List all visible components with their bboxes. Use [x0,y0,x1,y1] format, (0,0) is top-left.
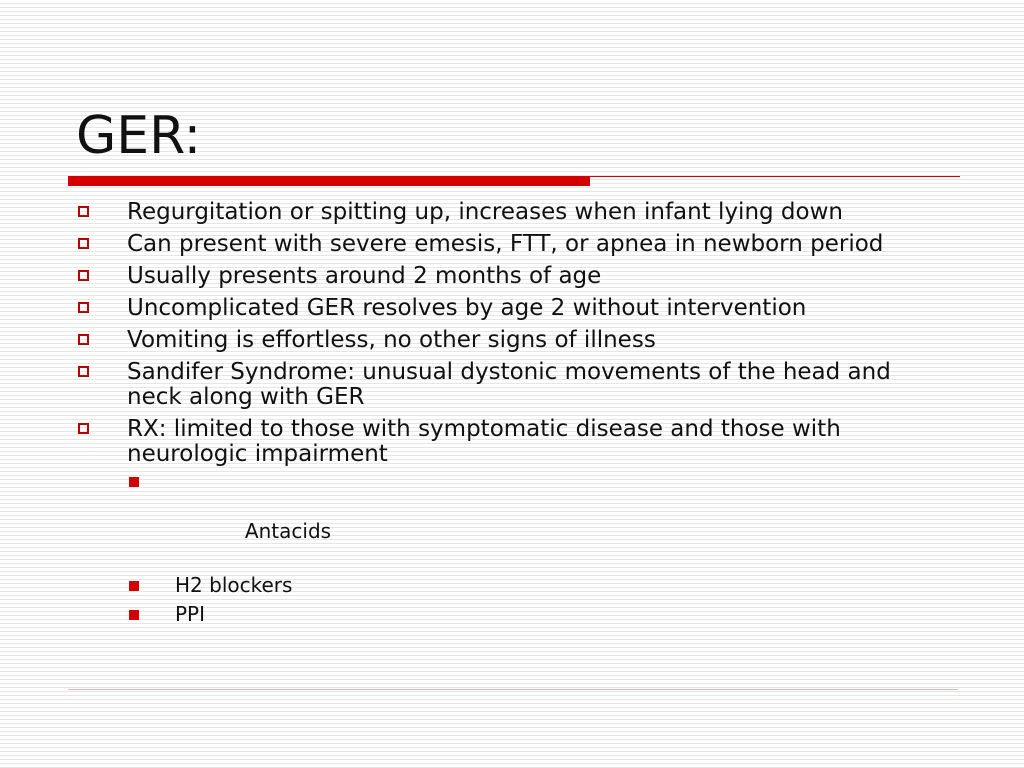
bullet-item [76,417,927,467]
bullet-text: RX: limited to those with symptomatic disease and those with neurologic impairment [127,416,841,467]
hollow-square-bullet-icon [78,270,89,281]
title-underline-thick [68,176,590,186]
sub-bullet-item [76,469,956,569]
bullet-text: Sandifer Syndrome: unusual dystonic movements of the head and neck along with GER [127,359,891,410]
bullet-text: Vomiting is effortless, no other signs of illness [127,327,656,353]
hollow-square-bullet-icon [78,302,89,313]
hollow-square-bullet-icon [78,206,89,217]
bullet-item [76,296,927,321]
hollow-square-bullet-icon [78,423,89,434]
slide-title: GER: [76,106,202,166]
bullet-text: Regurgitation or spitting up, increases when infant lying down [127,199,843,225]
bullet-text: Usually presents around 2 months of age [127,263,602,289]
hollow-square-bullet-icon [78,334,89,345]
hollow-square-bullet-icon [78,238,89,249]
bullet-text: Uncomplicated GER resolves by age 2 without intervention [127,295,807,321]
sub-bullet-list [76,469,956,627]
filled-square-bullet-icon [129,581,139,591]
bullet-item [76,232,927,257]
bullet-text: Can present with severe emesis, FTT, or apnea in newborn period [127,231,884,257]
sub-bullet-text: Antacids [238,519,332,543]
hollow-square-bullet-icon [78,366,89,377]
bullet-item [76,264,927,289]
sub-bullet-item [76,602,956,627]
bullet-item [76,360,927,410]
bullet-item [76,328,927,353]
bullet-item [76,200,927,225]
title-underline-thin [590,176,960,177]
footer-divider [68,689,958,690]
sub-bullet-text: H2 blockers [175,573,293,597]
sub-bullet-group [76,469,956,627]
filled-square-bullet-icon [129,610,139,620]
bullet-list [76,200,956,631]
sub-bullet-text: PPI [175,602,206,626]
sub-bullet-item [76,573,956,598]
filled-square-bullet-icon [129,477,139,487]
